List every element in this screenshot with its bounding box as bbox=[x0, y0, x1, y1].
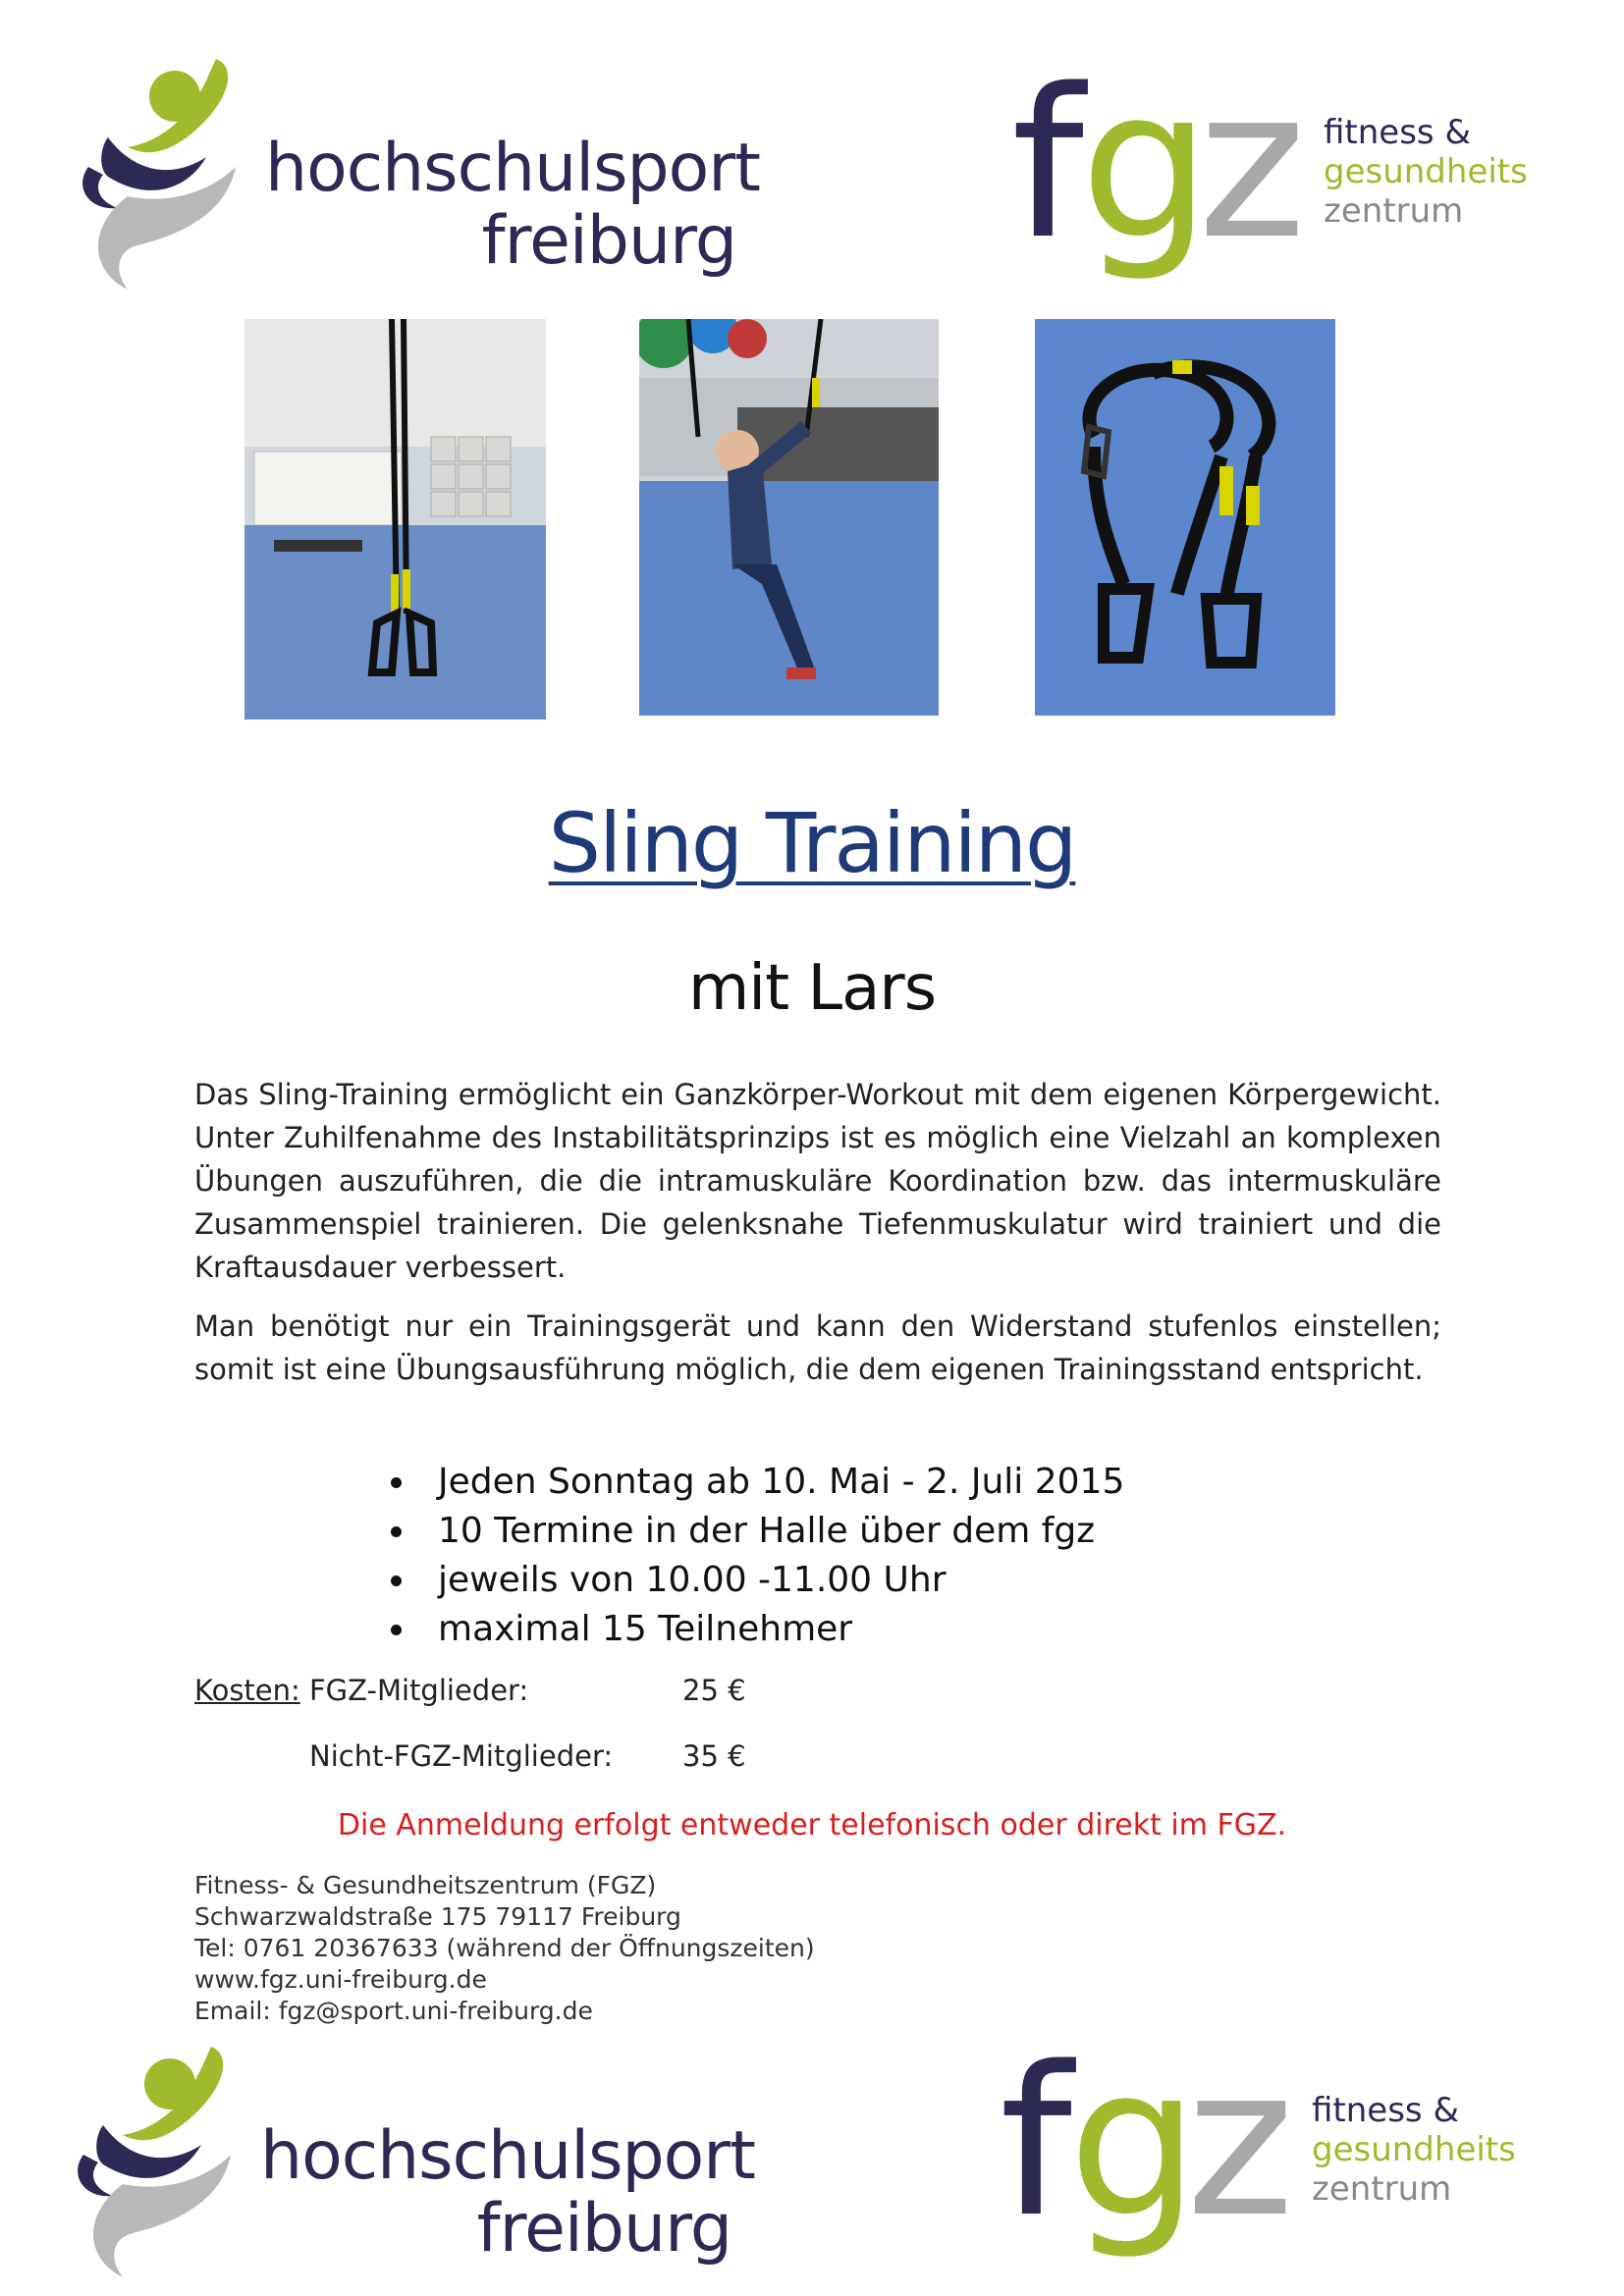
fgz-line2: gesundheits bbox=[1312, 2130, 1516, 2169]
page-title: Sling Training bbox=[548, 795, 1076, 891]
details-list bbox=[383, 1458, 1365, 1654]
registration-notice: Die Anmeldung erfolgt entweder telefonisch oder direkt im FGZ. bbox=[337, 1808, 1287, 1842]
hochschulsport-logo-top bbox=[69, 49, 760, 294]
nonmembers-price: 35 € bbox=[682, 1739, 746, 1773]
fgz-line2: gesundheits bbox=[1324, 152, 1528, 191]
fgz-letters-graphic bbox=[1000, 2032, 1294, 2277]
hochschulsport-line2: freiburg bbox=[476, 2190, 731, 2268]
photo-sling-hanging bbox=[244, 319, 546, 720]
photo-sling-straps bbox=[1035, 319, 1335, 716]
fgz-letters-graphic bbox=[1011, 54, 1306, 299]
contact-phone: Tel: 0761 20367633 (während der Öffnungszeiten) bbox=[194, 1934, 815, 1962]
description-paragraph-1: Das Sling-Training ermöglicht ein Ganzkörper-Workout mit dem eigenen Körpergewicht. Unter Zuhilfenahme des Instabilitätsprinzips ist es möglich eine Vielzahl an komplexen Übungen auszuführen, die die intramuskuläre Koordination bzw. das intermuskuläre Zusammenspiel trainieren. Die gelenksnahe Tiefenmuskulatur wird trainiert und die Kraftausdauer verbessert. bbox=[194, 1078, 1441, 1284]
runner-icon bbox=[64, 2037, 290, 2282]
members-label: FGZ-Mitglieder: bbox=[309, 1674, 529, 1707]
list-item: 10 Termine in der Halle über dem fgz bbox=[383, 1507, 1365, 1556]
list-item: jeweils von 10.00 -11.00 Uhr bbox=[383, 1556, 1365, 1605]
contact-address: Schwarzwaldstraße 175 79117 Freiburg bbox=[194, 1902, 681, 1931]
fgz-line1: fitness & bbox=[1324, 113, 1471, 152]
hochschulsport-line1: hochschulsport bbox=[265, 130, 760, 207]
cost-heading: Kosten: bbox=[194, 1674, 300, 1707]
fgz-line3: zentrum bbox=[1324, 191, 1464, 231]
fgz-logo-top bbox=[1011, 54, 1561, 299]
fgz-line3: zentrum bbox=[1312, 2169, 1452, 2209]
fgz-side-text bbox=[1312, 2091, 1547, 2209]
hochschulsport-logo-bottom bbox=[64, 2037, 755, 2282]
nonmembers-label: Nicht-FGZ-Mitglieder: bbox=[309, 1739, 614, 1773]
description-paragraph-2: Man benötigt nur ein Trainingsgerät und kann den Widerstand stufenlos einstellen; somit ist eine Übungsausführung möglich, die dem eigenen Trainingsstand entspricht. bbox=[194, 1309, 1441, 1386]
fgz-line1: fitness & bbox=[1312, 2091, 1459, 2130]
cost-label bbox=[194, 1674, 300, 1707]
runner-icon bbox=[69, 49, 295, 294]
hochschulsport-line2: freiburg bbox=[481, 202, 736, 280]
contact-name: Fitness- & Gesundheitszentrum (FGZ) bbox=[194, 1871, 657, 1899]
list-item: Jeden Sonntag ab 10. Mai - 2. Juli 2015 bbox=[383, 1458, 1365, 1507]
contact-email: Email: fgz@sport.uni-freiburg.de bbox=[194, 1997, 593, 2025]
fgz-side-text bbox=[1324, 113, 1559, 231]
hochschulsport-wordmark bbox=[260, 2117, 755, 2268]
members-price: 25 € bbox=[682, 1674, 746, 1707]
list-item: maximal 15 Teilnehmer bbox=[383, 1605, 1365, 1654]
fgz-letter-f: f bbox=[1011, 54, 1084, 285]
page-subtitle: mit Lars bbox=[687, 952, 937, 1025]
fgz-letter-z: z bbox=[1198, 54, 1306, 285]
fgz-logo-bottom bbox=[1000, 2032, 1549, 2277]
fgz-letter-g: g bbox=[1080, 54, 1212, 285]
photo-man-training bbox=[639, 319, 939, 716]
hochschulsport-line1: hochschulsport bbox=[260, 2117, 755, 2195]
fgz-letter-z: z bbox=[1186, 2032, 1294, 2263]
fgz-letter-f: f bbox=[1000, 2032, 1072, 2263]
fgz-letter-g: g bbox=[1068, 2032, 1200, 2263]
hochschulsport-wordmark bbox=[265, 130, 760, 280]
contact-block bbox=[194, 1870, 1078, 2027]
contact-web: www.fgz.uni-freiburg.de bbox=[194, 1965, 487, 1994]
